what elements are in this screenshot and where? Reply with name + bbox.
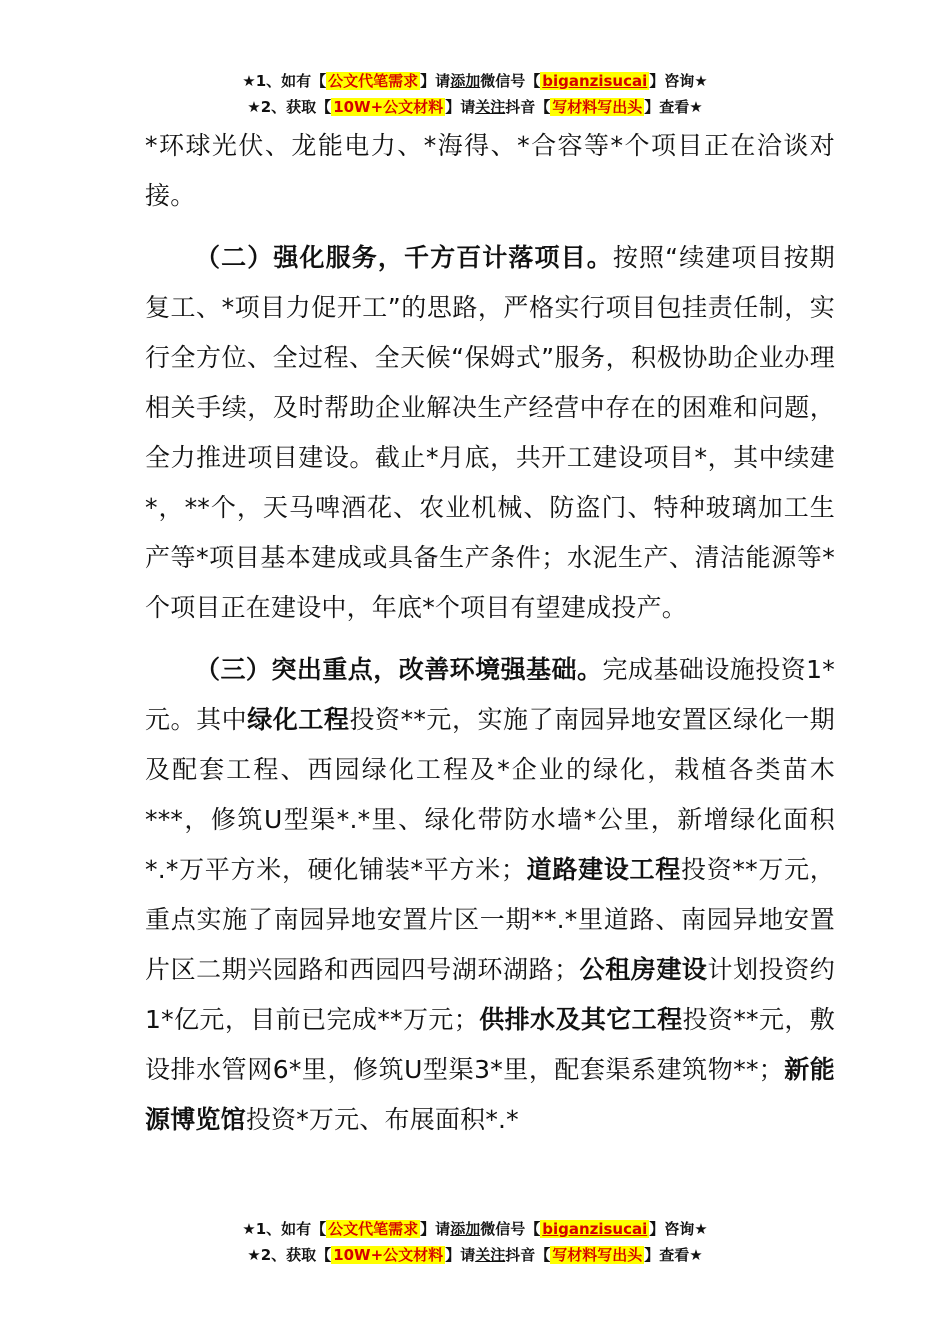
banner-text: 微信号【	[480, 72, 541, 90]
section-heading: （二）强化服务，千方百计落项目。	[195, 243, 613, 272]
banner-line-2	[0, 1242, 950, 1268]
banner-highlight-service: 公文代笔需求	[328, 72, 419, 90]
banner-text: ★1、如有【	[242, 72, 327, 90]
header-banner	[0, 68, 950, 120]
banner-line-2	[0, 94, 950, 120]
banner-text: 】请	[445, 1246, 476, 1264]
banner-line-1	[0, 1216, 950, 1242]
banner-highlight-materials: 10W+公文材料	[333, 98, 444, 116]
paragraph-text: 投资**万元，重点实施了南园异地安置片区一期**.*里道路、南园异地安置片区二期兴园路和西园四号湖环湖路；	[145, 855, 835, 984]
banner-wechat-id[interactable]: biganzisucai	[542, 1220, 648, 1238]
banner-line-1	[0, 68, 950, 94]
banner-text: 抖音【	[505, 98, 551, 116]
section-heading: （三）突出重点，改善环境强基础。	[195, 655, 603, 684]
banner-text: 抖音【	[505, 1246, 551, 1264]
bold-term: 道路建设工程	[526, 855, 681, 884]
banner-text: 】请	[420, 72, 451, 90]
banner-wechat-id[interactable]: biganzisucai	[542, 72, 648, 90]
banner-highlight-materials: 10W+公文材料	[333, 1246, 444, 1264]
footer-banner	[0, 1216, 950, 1268]
paragraph-text: 投资**元，实施了南园异地安置区绿化一期及配套工程、西园绿化工程及*企业的绿化，栽植各类苗木***，修筑U型渠*.*里、绿化带防水墙*公里，新增绿化面积*.*万平方米，硬化铺装*平方米；	[145, 705, 835, 884]
banner-text: ★1、如有【	[242, 1220, 327, 1238]
banner-underline-text: 关注	[475, 1246, 506, 1264]
banner-text: 】咨询★	[649, 1220, 708, 1238]
banner-text: 】请	[445, 98, 476, 116]
banner-text: 】查看★	[644, 98, 703, 116]
banner-underline-text: 关注	[475, 98, 506, 116]
bold-term: 新能源博览馆	[145, 1055, 836, 1134]
paragraph-text: 投资**元，敷设排水管网6*里，修筑U型渠3*里，配套渠系建筑物**；	[145, 1005, 835, 1084]
paragraph-section-2	[145, 233, 835, 633]
paragraph-text: 投资*万元、布展面积*.*	[245, 1105, 519, 1134]
bold-term: 公租房建设	[579, 955, 708, 984]
paragraph-text: 计划投资约1*亿元，目前已完成**万元；	[145, 955, 835, 1034]
paragraph-continued: *环球光伏、龙能电力、*海得、*合容等*个项目正在洽谈对接。	[145, 131, 835, 210]
banner-text: 】咨询★	[649, 72, 708, 90]
banner-text: 】请	[420, 1220, 451, 1238]
banner-douyin-account[interactable]: 写材料写出头	[552, 1246, 643, 1264]
paragraph-text: 完成基础设施投资1*元。其中	[145, 655, 835, 734]
banner-highlight-service: 公文代笔需求	[328, 1220, 419, 1238]
bold-term: 绿化工程	[247, 705, 350, 734]
banner-text: 】查看★	[644, 1246, 703, 1264]
banner-text: ★2、获取【	[247, 1246, 332, 1264]
banner-text: ★2、获取【	[247, 98, 332, 116]
banner-douyin-account[interactable]: 写材料写出头	[552, 98, 643, 116]
document-body	[145, 121, 835, 1145]
banner-text: 微信号【	[480, 1220, 541, 1238]
banner-underline-text: 添加	[450, 1220, 481, 1238]
paragraph-section-3	[145, 645, 835, 1145]
banner-underline-text: 添加	[450, 72, 481, 90]
bold-term: 供排水及其它工程	[478, 1005, 683, 1034]
paragraph-text: 按照“续建项目按期复工、*项目力促开工”的思路，严格实行项目包挂责任制，实行全方位、全过程、全天候“保姆式”服务，积极协助企业办理相关手续，及时帮助企业解决生产经营中存在的困难和问题，全力推进项目建设。截止*月底，共开工建设项目*，其中续建*，**个，天马啤酒花、农业机械、防盗门、特种玻璃加工生产等*项目基本建成或具备生产条件；水泥生产、清洁能源等*个项目正在建设中，年底*个项目有望建成投产。	[145, 243, 835, 622]
